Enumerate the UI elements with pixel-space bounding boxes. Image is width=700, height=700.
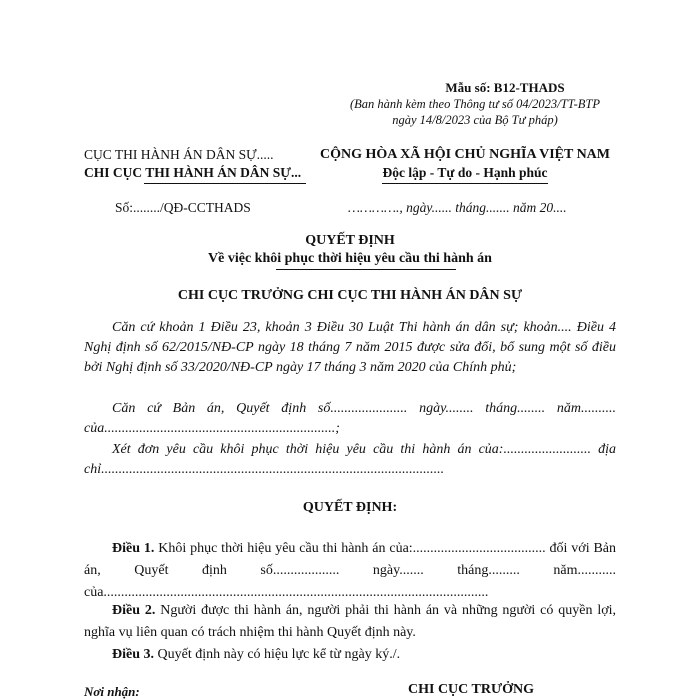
org-unit bbox=[84, 164, 301, 182]
national-motto bbox=[382, 164, 547, 182]
article-1-label: Điều 1. bbox=[112, 541, 155, 556]
form-note-line1: (Ban hành kèm theo Thông tư số 04/2023/TT-BTP bbox=[350, 97, 600, 111]
recipients-label: Nơi nhận: bbox=[84, 684, 140, 699]
article-2-label: Điều 2. bbox=[112, 603, 156, 618]
article-2 bbox=[84, 600, 616, 644]
nation-name: CỘNG HÒA XÃ HỘI CHỦ NGHĨA VIỆT NAM bbox=[319, 147, 610, 162]
article-3 bbox=[84, 644, 616, 666]
form-code-block bbox=[330, 80, 620, 128]
article-2-text: Người được thi hành án, người phải thi hành án và những người có quyền lợi, nghĩa vụ liên quan có trách nhiệm thi hành Quyết định này. bbox=[84, 603, 616, 640]
title-main: QUYẾT ĐỊNH bbox=[305, 233, 395, 248]
decision-heading: QUYẾT ĐỊNH: bbox=[302, 500, 398, 515]
org-unit-text: CHI CỤC THI HÀNH ÁN DÂN SỰ... bbox=[84, 165, 302, 180]
preamble-legal-basis: Căn cứ khoản 1 Điều 23, khoản 3 Điều 30 Luật Thi hành án dân sự; khoản.... Điều 4 Nghị định số 62/2015/NĐ-CP ngày 18 tháng 7 năm 2015 được sửa đổi, bổ sung một số điều bởi Nghị định số 33/2020/NĐ-CP ngày 17 tháng 3 năm 2020 của Chính phủ; bbox=[84, 320, 616, 375]
signer-title: CHI CỤC TRƯỞNG bbox=[408, 682, 535, 697]
preamble-request: Xét đơn yêu cầu khôi phục thời hiệu yêu cầu thi hành án của:......................... địa chỉ.................................................................................................. bbox=[84, 442, 616, 477]
article-3-label: Điều 3. bbox=[112, 647, 154, 662]
document-number: Số:......../QĐ-CCTHADS bbox=[115, 200, 251, 215]
form-note-line2: ngày 14/8/2023 của Bộ Tư pháp) bbox=[392, 113, 558, 127]
national-header bbox=[300, 146, 630, 183]
issuing-organization bbox=[84, 146, 314, 182]
motto-text: Độc lập - Tự do - Hạnh phúc bbox=[382, 165, 548, 180]
subject-underline bbox=[276, 269, 456, 270]
document-date: …………., ngày...... tháng....... năm 20.... bbox=[348, 200, 567, 215]
issuing-authority: CHI CỤC TRƯỞNG CHI CỤC THI HÀNH ÁN DÂN SỰ bbox=[177, 288, 523, 303]
org-unit-underline bbox=[144, 183, 306, 184]
article-1 bbox=[84, 538, 616, 604]
title-subject-text: Về việc khôi phục thời hiệu yêu cầu thi hành án bbox=[208, 251, 492, 266]
title-subject bbox=[208, 250, 492, 268]
org-parent: CỤC THI HÀNH ÁN DÂN SỰ..... bbox=[84, 147, 274, 162]
article-3-text: Quyết định này có hiệu lực kể từ ngày ký./. bbox=[154, 647, 401, 662]
motto-underline bbox=[382, 183, 547, 184]
document-title bbox=[0, 232, 700, 268]
form-code: Mẫu số: B12-THADS bbox=[445, 80, 565, 95]
article-1-text: Khôi phục thời hiệu yêu cầu thi hành án của:...................................... đối với Bản án, Quyết định số................... ngày....... tháng......... năm........... của.............................................................................................................. bbox=[84, 541, 617, 600]
preamble-judgment: Căn cứ Bản án, Quyết định số...................... ngày........ tháng........ năm.......... của..................................................................; bbox=[84, 401, 616, 436]
